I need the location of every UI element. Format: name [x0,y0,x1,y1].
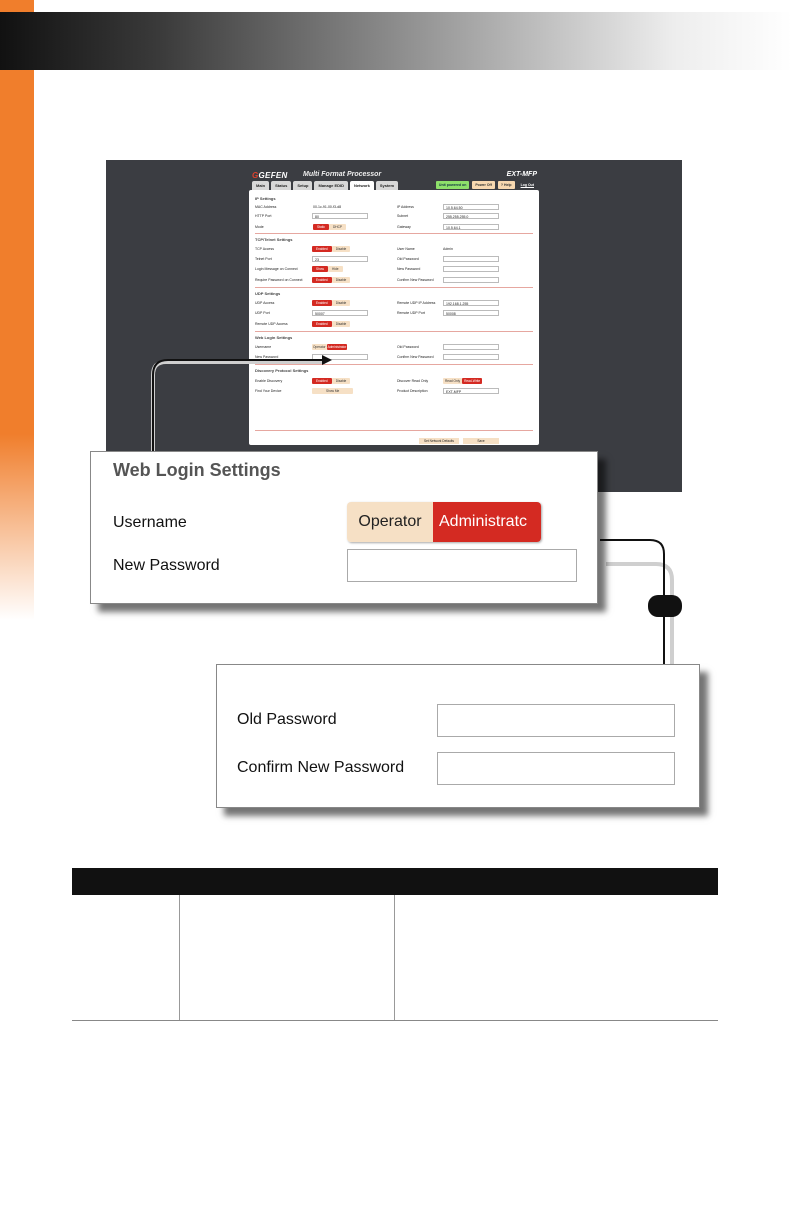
product-description-input[interactable]: EXT-MFP [443,388,499,394]
discovery-enabled-button[interactable]: Enabled [312,378,332,384]
new-password-input[interactable] [347,549,577,582]
column-divider [179,895,180,1020]
remote-udp-ip-label: Remote UDP IP Address [397,301,436,305]
model-name: EXT-MFP [506,171,537,178]
udp-disable-button[interactable]: Disable [332,300,351,306]
set-network-defaults-button[interactable]: Set Network Defaults [419,438,459,444]
subnet-label: Subnet [397,214,409,218]
mac-value: 00-1c-91-00-f3-d8 [313,205,342,209]
confirm-new-password-input[interactable] [437,752,675,785]
telnet-old-password-label: Old Password [397,257,419,261]
web-operator-button-small[interactable]: Operator [313,345,326,349]
telnet-port-input[interactable]: 23 [312,256,368,262]
login-message-hide-button[interactable]: Hide [328,266,343,272]
unit-status-badge: Unit powered on [436,181,469,189]
remote-udp-port-input[interactable]: 50008 [443,310,499,316]
web-new-password-label-small: New Password [255,355,279,359]
read-only-button[interactable]: Read Only [445,379,461,383]
ip-address-input[interactable]: 10.5.64.50 [443,204,499,210]
enable-discovery-label: Enable Discovery [255,379,283,383]
operator-button[interactable]: Operator [347,502,433,542]
username-label: Username [113,514,187,531]
gateway-input[interactable]: 10.5.64.1 [443,224,499,230]
discover-read-only-label: Discover Read Only [397,379,429,383]
logout-link[interactable]: Log Out [520,183,534,187]
tab-main[interactable]: Main [252,181,269,190]
gateway-label: Gateway [397,225,411,229]
table-body [72,895,718,1021]
require-password-disable-button[interactable]: Disable [332,277,351,283]
login-message-label: Login Message on Connect [255,267,298,271]
http-port-label: HTTP Port [255,214,272,218]
remote-udp-port-label: Remote UDP Port [397,311,425,315]
telnet-port-label: Telnet Port [255,257,272,261]
app-title: Multi Format Processor [303,171,382,178]
connector-pill [648,595,682,617]
web-administrator-button-small[interactable]: Administrator [327,345,347,349]
product-description-label: Product Description [397,389,428,393]
tab-system[interactable]: System [376,181,398,190]
mode-static-button[interactable]: Static [313,224,329,230]
save-button[interactable]: Save [463,438,499,444]
help-button[interactable]: ? Help [498,181,515,189]
web-login-settings-title: Web Login Settings [113,460,281,480]
web-login-zoom-callout [90,451,598,604]
column-divider [394,895,395,1020]
find-device-label: Find Your Device [255,389,282,393]
telnet-user-label: User Name [397,247,415,251]
udp-access-label: UDP Access [255,301,275,305]
web-username-label-small: Username [255,345,272,349]
administrator-button[interactable]: Administratc [433,502,541,542]
require-password-enabled-button[interactable]: Enabled [312,277,332,283]
show-me-button[interactable]: Show Me [312,388,353,394]
password-zoom-callout [216,664,700,808]
web-old-password-label-small: Old Password [397,345,419,349]
new-password-label: New Password [113,557,220,574]
remote-udp-disable-button[interactable]: Disable [332,321,351,327]
tcp-disable-button[interactable]: Disable [332,246,351,252]
login-message-show-button[interactable]: Show [312,266,328,272]
require-password-label: Require Password on Connect [255,278,303,282]
tab-network[interactable]: Network [350,181,374,190]
tcp-access-label: TCP Access [255,247,274,251]
tab-setup[interactable]: Setup [293,181,312,190]
telnet-user-value: Admin [443,247,453,251]
table-header [72,868,718,895]
telnet-settings-title: TCP/Telnet Settings [255,237,293,242]
tcp-enabled-button[interactable]: Enabled [312,246,332,252]
http-port-input[interactable]: 80 [312,213,368,219]
remote-udp-ip-input[interactable]: 192.168.1.255 [443,300,499,306]
discovery-settings-title: Discovery Protocol Settings [255,368,309,373]
mode-dhcp-button[interactable]: DHCP [329,224,346,230]
remote-udp-enabled-button[interactable]: Enabled [312,321,332,327]
mode-label: Mode [255,225,264,229]
old-password-input[interactable] [437,704,675,737]
udp-port-input[interactable]: 50007 [312,310,368,316]
read-write-button[interactable]: Read-Write [464,379,481,383]
tab-status[interactable]: Status [271,181,291,190]
udp-port-label: UDP Port [255,311,270,315]
tab-manage-edid[interactable]: Manage EDID [314,181,348,190]
mac-label: MAC Address [255,205,277,209]
udp-settings-title: UDP Settings [255,291,281,296]
ip-address-label: IP Address [397,205,414,209]
ip-settings-title: IP Settings [255,196,276,201]
web-confirm-password-label-small: Confirm New Password [397,355,434,359]
power-off-button[interactable]: Power Off [472,181,495,189]
discovery-disable-button[interactable]: Disable [332,378,351,384]
confirm-new-password-label: Confirm New Password [237,759,405,776]
udp-enabled-button[interactable]: Enabled [312,300,332,306]
telnet-new-password-label: New Password [397,267,421,271]
telnet-confirm-password-label: Confirm New Password [397,278,434,282]
brand-logo: GGEFEN [252,171,288,180]
web-login-settings-title-small: Web Login Settings [255,335,293,340]
old-password-label: Old Password [237,711,337,728]
remote-udp-access-label: Remote UDP Access [255,322,288,326]
subnet-input[interactable]: 255.255.255.0 [443,213,499,219]
username-toggle [347,502,541,542]
